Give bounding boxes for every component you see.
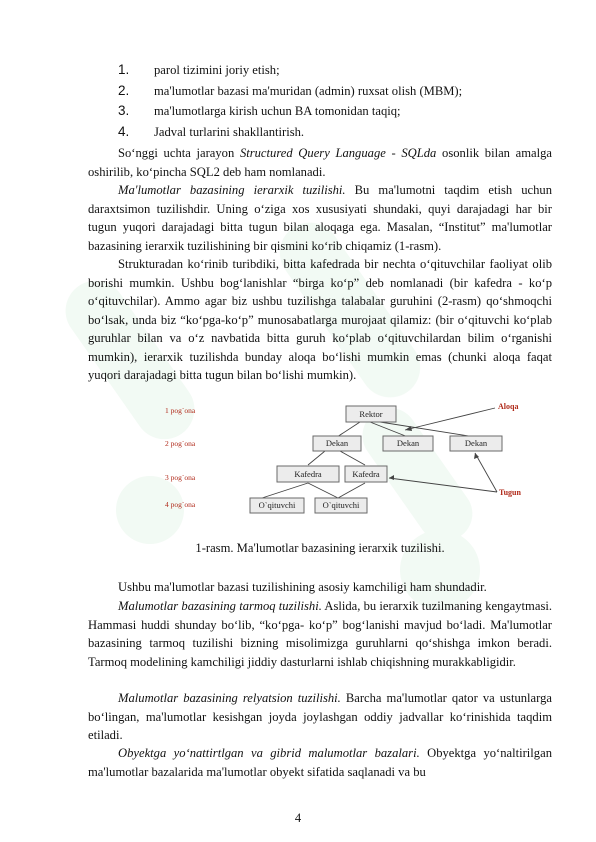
node-label: O`qituvchi: [258, 500, 296, 510]
level-label: 3 pog`ona: [165, 473, 196, 482]
node-label: Dekan: [396, 438, 420, 448]
section-lead: Malumotlar bazasining tarmoq tuzilishi.: [118, 599, 322, 613]
list-item: [118, 81, 462, 102]
paragraph-hierarchical: Ma'lumotlar bazasining ierarxik tuzilishi. Bu ma'lumotni taqdim etish uchun daraxtsimon tuzilishdir. Uning o‘ziga xos xususiyati shundaki, quyi darajadagi har bir tugun yuqori darajadagi bitta tugun bilan aloqaga ega. Masalan, “Institut” ma'lumotlar bazasining ierarxik tuzilishining bir qismini ko‘rib chiqamiz (1-rasm).: [88, 183, 552, 253]
paragraph-network: Malumotlar bazasining tarmoq tuzilishi. Aslida, bu ierarxik tuzilmaning kengaytmasi. Hammasi huddi shunday bo‘lib, “ko‘pga- ko‘p” bog‘lanishi mavjud bo‘ladi. Ma'lumotlar bazasining tarmoq tuzilishi bizning misolimizga guruhlarni qo‘shishga imkon beradi. Tarmoq modelining kamchiligi jiddiy dasturlarni ishlab chiqishning murakkabligidir.: [88, 599, 552, 669]
list-item: [118, 101, 462, 122]
level-label: 1 pog`ona: [165, 406, 196, 415]
node-label: Dekan: [464, 438, 488, 448]
paragraph-relational: Malumotlar bazasining relyatsion tuzilishi. Barcha ma'lumotlar qator va ustunlarga bo‘lingan, ma'lumotlar kesishgan joyda joylashgan oddiy jadvallar ko‘rinishida taqdim etiladi.: [88, 691, 552, 742]
node-label: Kafedra: [352, 469, 380, 479]
list-text: parol tizimini joriy etish;: [154, 63, 280, 77]
paragraph-sql: So‘nggi uchta jarayon Structured Query Language - SQLda osonlik bilan amalga oshirilib, ko‘pincha SQL2 deb ham nomlanadi.: [88, 146, 552, 179]
list-text: ma'lumotlarga kirish uchun BA tomonidan taqiq;: [154, 104, 401, 118]
node-label: Rektor: [359, 409, 383, 419]
paragraph-structure: Strukturadan ko‘rinib turibdiki, bitta kafedrada bir nechta o‘qituvchilar faoliyat olib borishi mumkin. Ushbu bog‘lanishlar “birga ko‘p” deb nomlanadi (bir kafedra - ko‘p o‘qituvchilar). Ammo agar biz ushbu tuzilishga talabalar guruhini (2-rasm) qo‘shmoqchi bo‘lsak, unda biz “ko‘pga-ko‘p” munosabatlarga murojaat qilamiz: (bir o‘qituvchi ko‘plab guruhlar bilan va o‘z navbatida bitta guruh ko‘plab o‘qituvchilardan bilim o‘rganishi mumkin), ierarxik tuzilishda bunday aloqa bo‘lishi mumkin emas (chunki aloqa faqat yuqori darajadagi bitta tugun bilan bo‘lishi mumkin).: [88, 257, 552, 382]
section-lead: Ma'lumotlar bazasining ierarxik tuzilishi.: [118, 183, 346, 197]
level-label: 4 pog`ona: [165, 500, 196, 509]
list-item: [118, 122, 462, 143]
node-label: O`qituvchi: [322, 500, 360, 510]
node-label: Dekan: [325, 438, 349, 448]
hierarchy-diagram: [165, 396, 525, 520]
list-text: Jadval turlarini shakllantirish.: [154, 124, 305, 139]
list-number: 3.: [118, 103, 130, 118]
section-lead: Malumotlar bazasining relyatsion tuzilishi.: [118, 691, 341, 705]
page-number: 4: [294, 811, 302, 825]
node-label: Kafedra: [294, 469, 322, 479]
list-number: 4.: [118, 123, 130, 139]
list-text: ma'lumotlar bazasi ma'muridan (admin) ruxsat olish (MBM);: [154, 83, 463, 98]
annotation-tugun: Tugun: [499, 488, 521, 497]
annotation-aloqa: Aloqa: [498, 402, 519, 411]
figure-caption: 1-rasm. Ma'lumotlar bazasining ierarxik tuzilishi.: [195, 541, 445, 555]
paragraph-drawback: Ushbu ma'lumotlar bazasi tuzilishining asosiy kamchiligi ham shundadir.: [118, 580, 487, 594]
list-item: [118, 60, 462, 81]
numbered-list: [118, 60, 462, 142]
paragraph-object: Obyektga yo‘nattirtlgan va gibrid malumotlar bazalari. Obyektga yo‘naltirilgan ma'lumotlar bazalarida ma'lumotlar obyekt sifatida saqlanadi va bu: [88, 746, 552, 779]
list-number: 2.: [118, 82, 130, 98]
level-label: 2 pog`ona: [165, 439, 196, 448]
list-number: 1.: [118, 62, 130, 77]
section-lead: Obyektga yo‘nattirtlgan va gibrid malumotlar bazalari.: [118, 746, 420, 760]
